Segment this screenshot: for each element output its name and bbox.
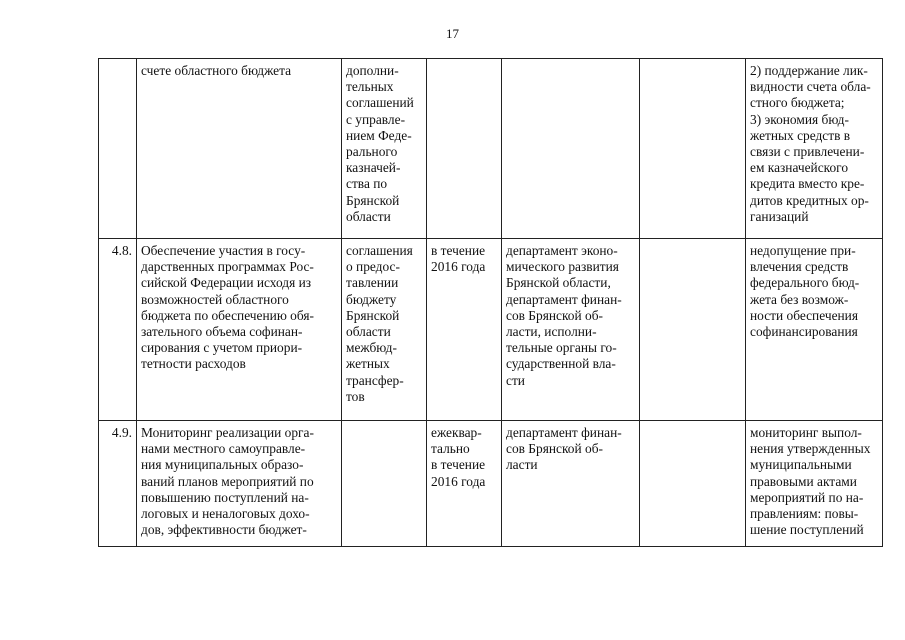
empty-cell bbox=[640, 59, 746, 239]
item-number-cell: 4.9. bbox=[99, 421, 137, 547]
document-form-cell: соглашения о предос- тавлении бюджету Брянской области межбюд- жетных трансфер- тов bbox=[342, 239, 427, 421]
table-row bbox=[99, 239, 883, 421]
table-row bbox=[99, 421, 883, 547]
responsible-executor-cell: департамент финан- сов Брянской об- ласти bbox=[502, 421, 640, 547]
empty-cell bbox=[640, 239, 746, 421]
expected-result-cell: 2) поддержание лик- видности счета обла- стного бюджета; 3) экономия бюд- жетных средств в связи с привлечени- ем казначейского кредита вместо кре- дитов кредитных ор- ганизаций bbox=[746, 59, 883, 239]
responsible-executor-cell bbox=[502, 59, 640, 239]
measures-table bbox=[98, 58, 883, 547]
responsible-executor-cell: департамент эконо- мического развития Брянской области, департамент финан- сов Брянской об- ласти, исполни- тельные органы го- сударственной вла- сти bbox=[502, 239, 640, 421]
expected-result-cell: мониторинг выпол- нения утвержденных муниципальными правовыми актами мероприятий по на- правлениям: повы- шение поступлений bbox=[746, 421, 883, 547]
table-row bbox=[99, 59, 883, 239]
document-form-cell: дополни- тельных соглашений с управле- нием Феде- рального казначей- ства по Брянской области bbox=[342, 59, 427, 239]
measure-description-cell: Обеспечение участия в госу- дарственных программах Рос- сийской Федерации исходя из возможностей областного бюджета по обеспечению обя- зательного объема софинан- сирования с учетом приори- тетности расходов bbox=[137, 239, 342, 421]
document-form-cell bbox=[342, 421, 427, 547]
expected-result-cell: недопущение при- влечения средств федерального бюд- жета без возмож- ности обеспечения софинансирования bbox=[746, 239, 883, 421]
page-number: 17 bbox=[446, 26, 459, 41]
deadline-cell: в течение 2016 года bbox=[427, 239, 502, 421]
measure-description-cell: Мониторинг реализации орга- нами местного самоуправле- ния муниципальных образо- ваний планов мероприятий по повышению поступлений на- логовых и неналоговых дохо- дов, эффективности бюджет- bbox=[137, 421, 342, 547]
deadline-cell bbox=[427, 59, 502, 239]
measure-description-cell: счете областного бюджета bbox=[137, 59, 342, 239]
deadline-cell: ежеквар- тально в течение 2016 года bbox=[427, 421, 502, 547]
item-number-cell bbox=[99, 59, 137, 239]
empty-cell bbox=[640, 421, 746, 547]
item-number-cell: 4.8. bbox=[99, 239, 137, 421]
